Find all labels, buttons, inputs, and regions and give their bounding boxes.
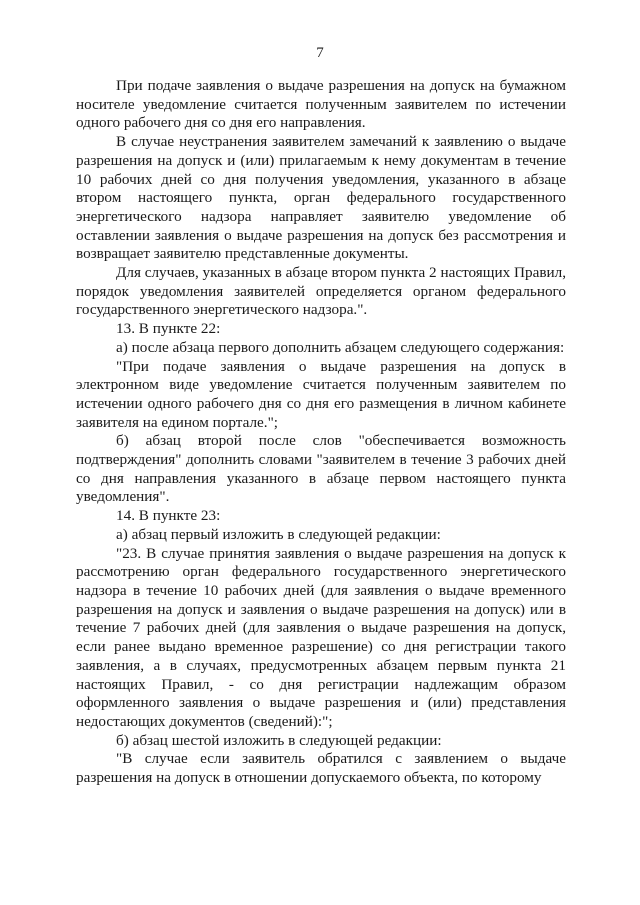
paragraph-3: Для случаев, указанных в абзаце втором пункта 2 настоящих Правил, порядок уведомления заявителей определяется органом федерального государственного энергетического надзора.". xyxy=(76,264,566,319)
document-body xyxy=(76,77,566,788)
item-13-b: б) абзац второй после слов "обеспечивается возможность подтверждения" дополнить словами "заявителем в течение 3 рабочих дней со дня направления указанного в абзаце первом настоящего пункта уведомления". xyxy=(76,432,566,506)
item-13-heading: 13. В пункте 22: xyxy=(116,320,221,338)
item-13-a-quote: "При подаче заявления о выдаче разрешения на допуск в электронном виде уведомление считается полученным заявителем по истечении одного рабочего дня со дня его размещения в личном кабинете заявителя на едином портале."; xyxy=(76,357,566,431)
page-number: 7 xyxy=(316,45,324,61)
item-14-a-quote: "23. В случае принятия заявления о выдаче разрешения на допуск к рассмотрению орган федерального государственного энергетического надзора в течение 10 рабочих дней (для заявления о выдаче временного разрешения на допуск и заявления о выдаче разрешения на допуск) или в течение 7 рабочих дней (для заявления о выдаче разрешения на допуск, если ранее выдано временное разрешение) со дня регистрации такого заявления, а в случаях, предусмотренных абзацем первым пункта 21 настоящих Правил, - со дня регистрации надлежащим образом оформленного заявления о выдаче разрешения и (или) представления недостающих документов (сведений):"; xyxy=(76,544,566,730)
item-14-a: а) абзац первый изложить в следующей редакции: xyxy=(116,525,441,543)
item-14-heading: 14. В пункте 23: xyxy=(116,507,221,525)
item-13-a: а) после абзаца первого дополнить абзацем следующего содержания: xyxy=(116,338,565,356)
item-14-b-quote: "В случае если заявитель обратился с заявлением о выдаче разрешения на допуск в отношении допускаемого объекта, по которому xyxy=(76,750,566,787)
paragraph-1: При подаче заявления о выдаче разрешения на допуск на бумажном носителе уведомление считается полученным заявителем по истечении одного рабочего дня со дня его направления. xyxy=(76,77,566,132)
item-14-b: б) абзац шестой изложить в следующей редакции: xyxy=(116,731,442,749)
paragraph-2: В случае неустранения заявителем замечаний к заявлению о выдаче разрешения на допуск и (или) прилагаемым к нему документам в течение 10 рабочих дней со дня получения уведомления, указанного в абзаце втором настоящего пункта, орган федерального государственного энергетического надзора направляет заявителю уведомление об оставлении заявления о выдаче разрешения на допуск без рассмотрения и возвращает заявителю представленные документы. xyxy=(76,133,566,263)
